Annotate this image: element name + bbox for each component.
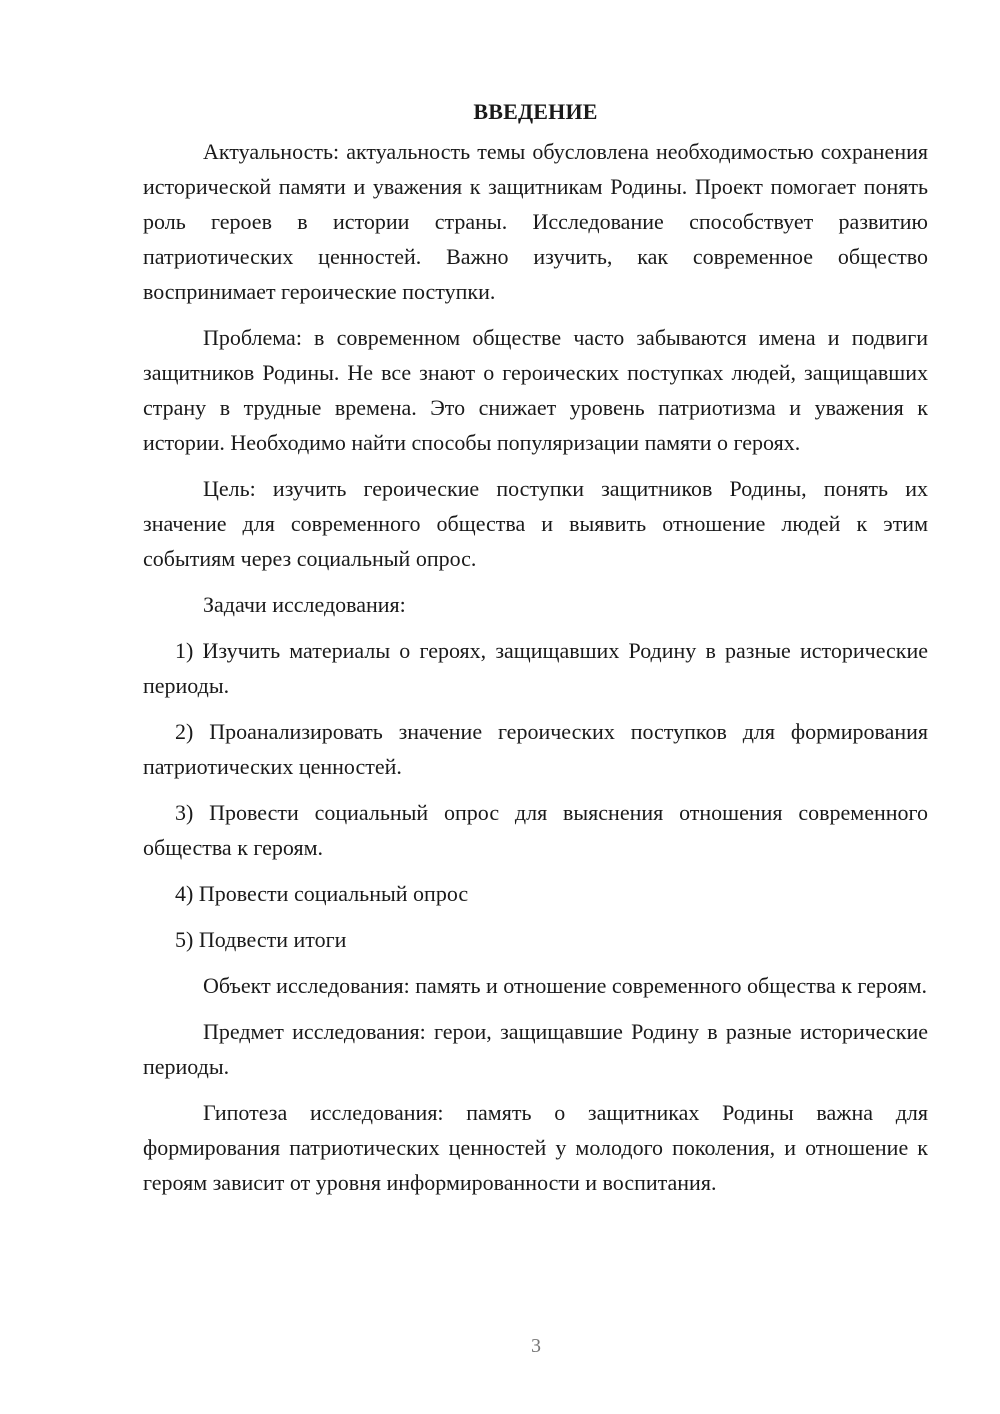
task-item-1: 1) Изучить материалы о героях, защищавших Родину в разные исторические периоды. <box>143 638 928 698</box>
page-number: 3 <box>531 1335 541 1357</box>
task-item-3: 3) Провести социальный опрос для выяснения отношения современного общества к героям. <box>143 800 928 860</box>
page-content <box>143 94 928 1200</box>
paragraph-problem: Проблема: в современном обществе часто забываются имена и подвиги защитников Родины. Не все знают о героических поступках людей, защищавших страну в трудные времена. Это снижает уровень патриотизма и уважения к истории. Необходимо найти способы популяризации памяти о героях. <box>143 325 928 455</box>
section-title: ВВЕДЕНИЕ <box>473 99 598 124</box>
paragraph-tasks-heading: Задачи исследования: <box>203 592 406 617</box>
paragraph-subject: Предмет исследования: герои, защищавшие Родину в разные исторические периоды. <box>143 1019 928 1079</box>
paragraph-hypothesis: Гипотеза исследования: память о защитниках Родины важна для формирования патриотических ценностей у молодого поколения, и отношение к героям зависит от уровня информированности и воспитания. <box>143 1100 928 1195</box>
paragraph-object: Объект исследования: память и отношение современного общества к героям. <box>203 973 928 998</box>
paragraph-relevance: Актуальность: актуальность темы обусловлена необходимостью сохранения исторической памяти и уважения к защитникам Родины. Проект помогает понять роль героев в истории страны. Исследование способствует развитию патриотических ценностей. Важно изучить, как современное общество воспринимает героические поступки. <box>143 139 928 304</box>
task-item-4: 4) Провести социальный опрос <box>175 881 469 906</box>
paragraph-goal: Цель: изучить героические поступки защитников Родины, понять их значение для современного общества и выявить отношение людей к этим событиям через социальный опрос. <box>143 476 928 571</box>
task-item-2: 2) Проанализировать значение героических поступков для формирования патриотических ценностей. <box>143 719 928 779</box>
task-item-5: 5) Подвести итоги <box>175 927 347 952</box>
